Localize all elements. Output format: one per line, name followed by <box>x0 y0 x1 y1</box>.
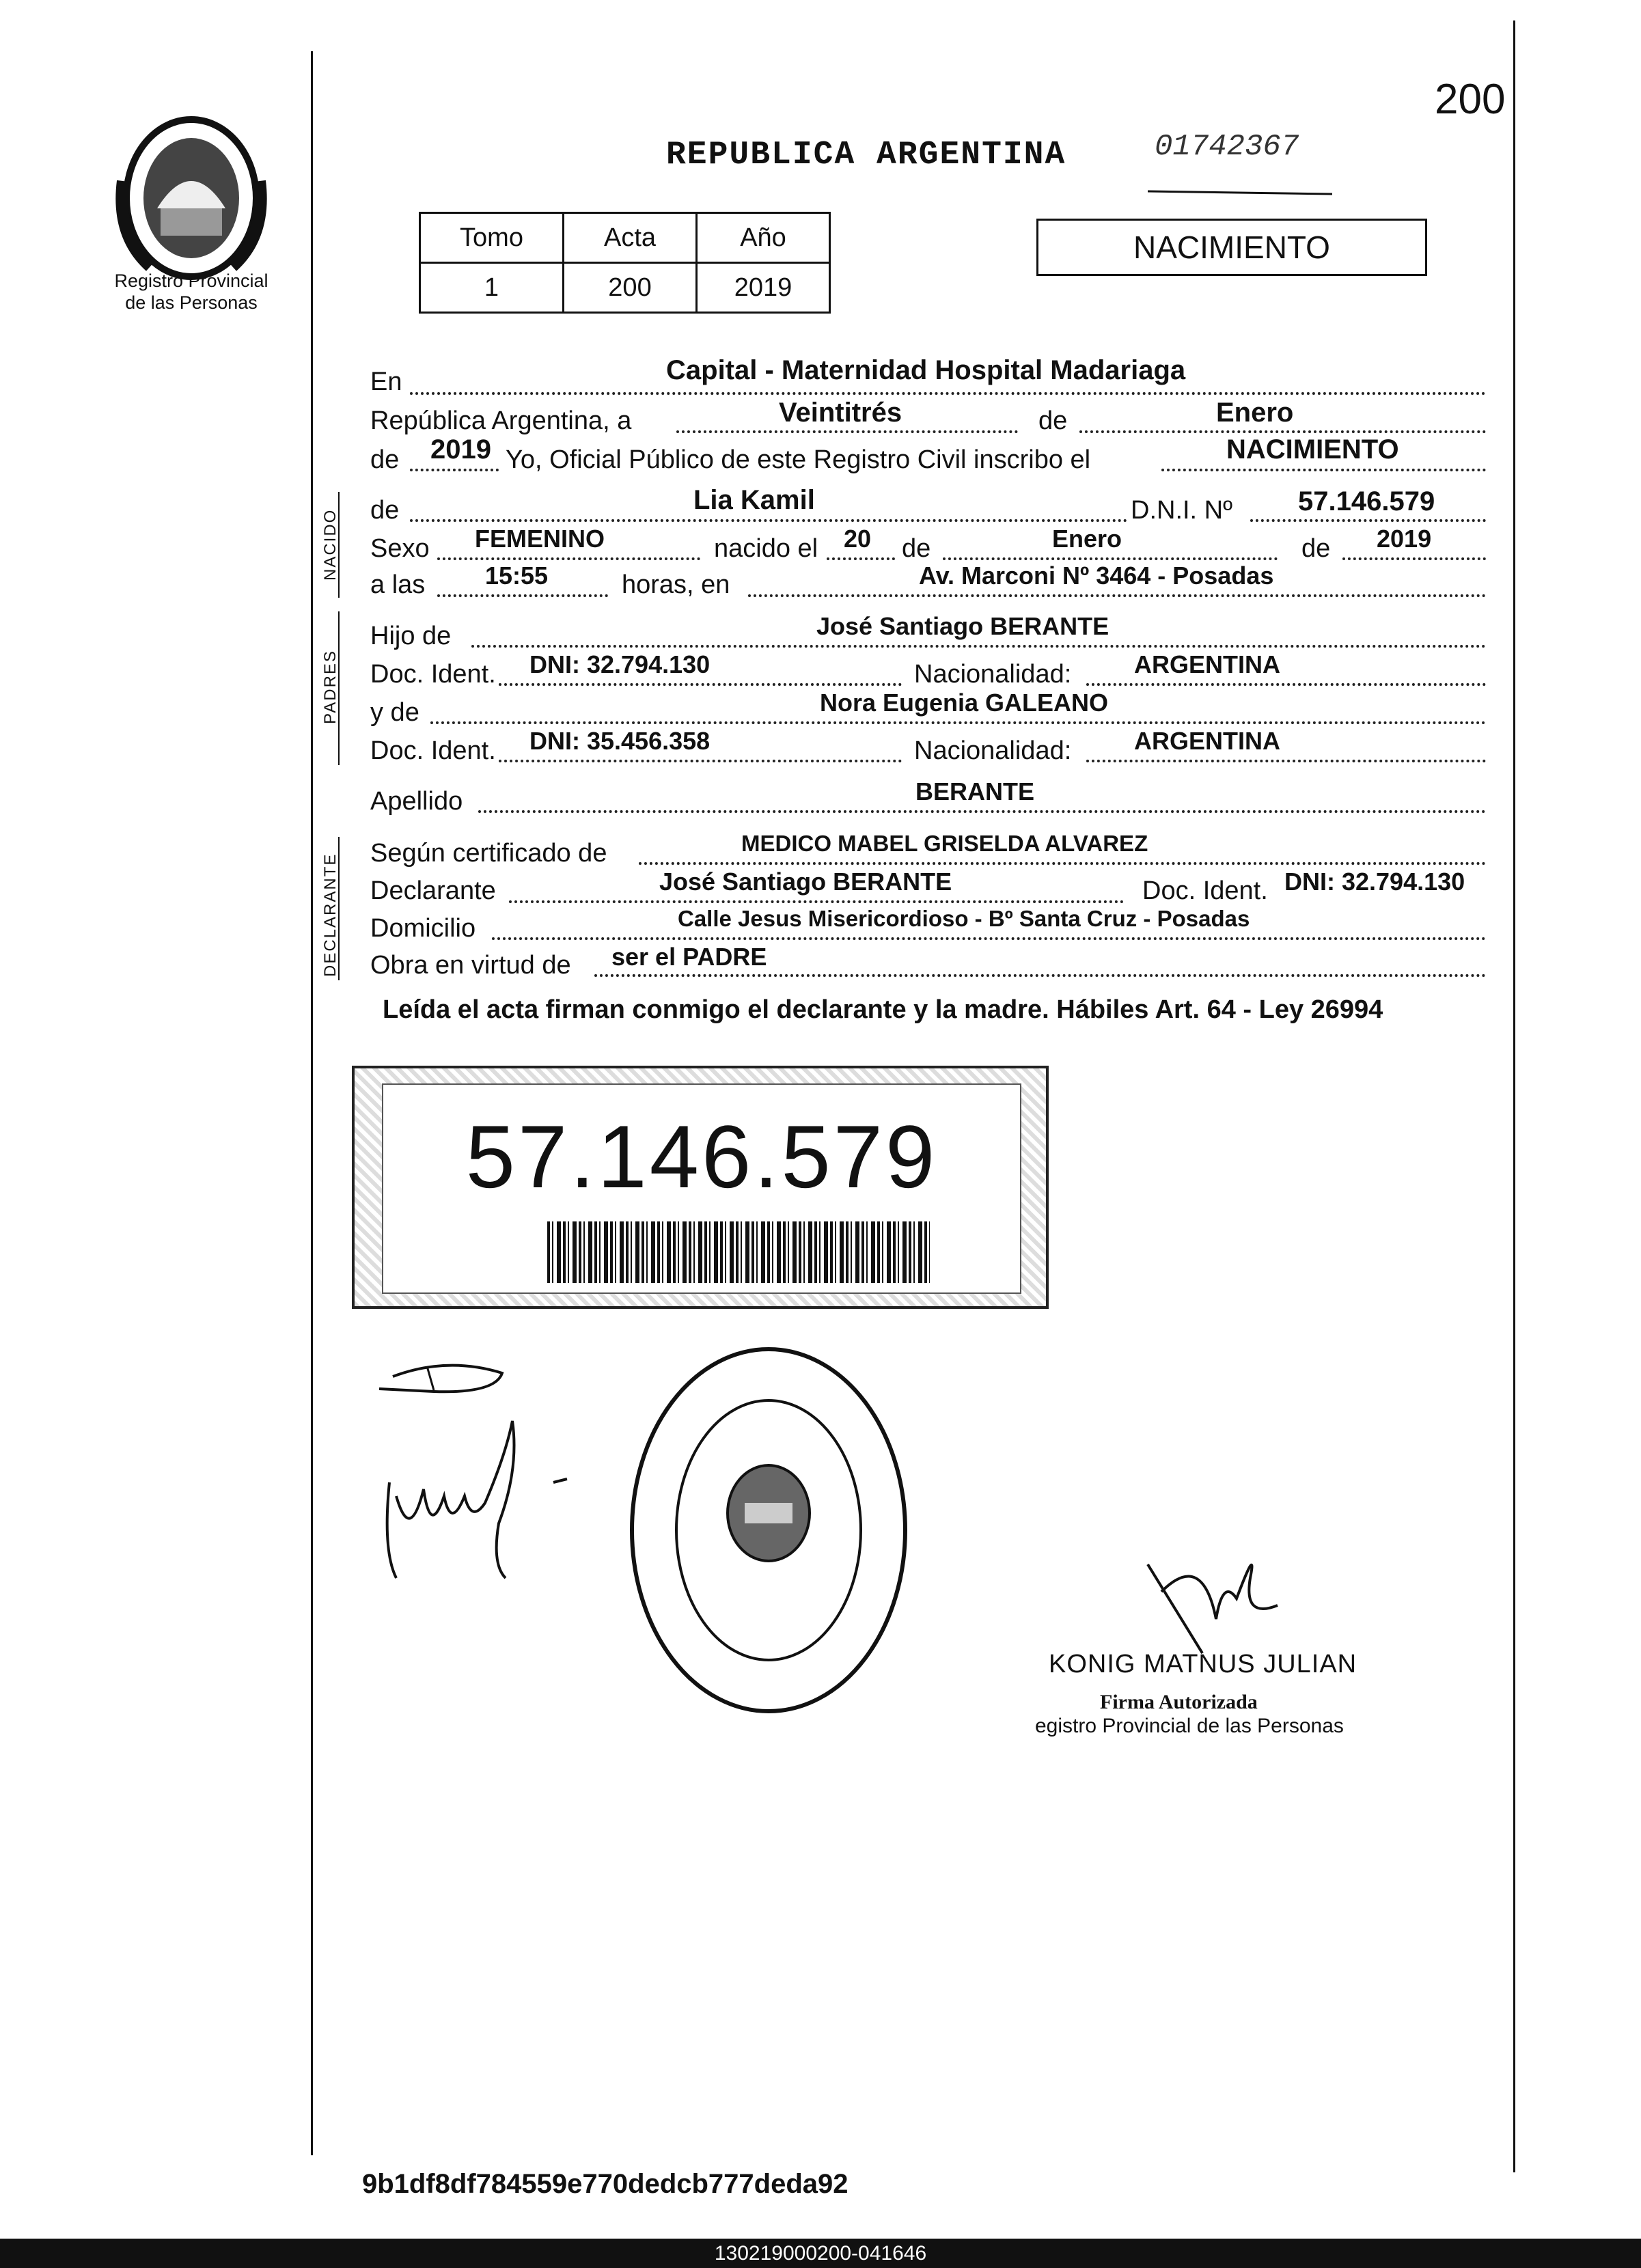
signature-declarante <box>366 1356 529 1411</box>
logo-caption-line1: Registro Provincial <box>114 271 268 291</box>
document-title: REPUBLICA ARGENTINA <box>666 137 1066 174</box>
madre-doc-dots <box>499 760 902 762</box>
madre-nac-dots <box>1086 760 1486 762</box>
nombre-label: de <box>370 496 400 525</box>
document-hash: 9b1df8df784559e770dedcb777deda92 <box>362 2169 849 2199</box>
padre-doc: DNI: 32.794.130 <box>529 650 711 678</box>
serial-underline <box>1148 184 1339 198</box>
anio-value: 2019 <box>697 263 830 313</box>
side-label-declarante: DECLARANTE <box>321 853 340 977</box>
obra-label: Obra en virtud de <box>370 951 571 980</box>
birth-de2: de <box>1301 534 1331 563</box>
signature-official <box>1120 1537 1298 1667</box>
acta-value: 200 <box>564 263 697 313</box>
madre-nac: ARGENTINA <box>1134 727 1280 755</box>
tomo-header: Tomo <box>420 213 564 263</box>
right-margin-rule <box>1513 20 1515 2172</box>
year-prefix: de <box>370 445 400 474</box>
lugar-dots <box>748 594 1486 597</box>
nacido-label: nacido el <box>714 534 818 563</box>
en-label: En <box>370 368 402 396</box>
alas-label: a las <box>370 570 426 599</box>
province-logo <box>109 113 273 284</box>
nac-label-1: Nacionalidad: <box>914 660 1072 689</box>
birth-year-dots <box>1342 557 1486 560</box>
month-value: Enero <box>1216 398 1294 428</box>
domicilio-dots <box>492 937 1486 940</box>
footnote: Leída el acta firman conmigo el declarante y la madre. Hábiles Art. 64 - Ley 26994 <box>383 995 1383 1024</box>
declarante-doc: DNI: 32.794.130 <box>1284 868 1465 896</box>
horas-label: horas, en <box>622 570 730 599</box>
certificado-dots <box>639 862 1486 865</box>
padre-dots <box>471 645 1486 648</box>
apellido-label: Apellido <box>370 787 463 816</box>
dni-card-number: 57.146.579 <box>465 1107 938 1206</box>
en-dots <box>410 392 1486 395</box>
year-dots <box>410 469 499 471</box>
birth-day: 20 <box>844 525 872 553</box>
day-dots <box>676 430 1018 433</box>
year-value: 2019 <box>430 434 491 465</box>
nac-label-2: Nacionalidad: <box>914 736 1072 765</box>
barcode <box>547 1221 930 1283</box>
side-label-padres: PADRES <box>321 650 340 724</box>
signature-madre <box>369 1414 574 1592</box>
logo-caption-line2: de las Personas <box>125 292 258 313</box>
doc-label-1: Doc. Ident. <box>370 660 496 689</box>
side-label-nacido: NACIDO <box>321 508 340 581</box>
tomo-value: 1 <box>420 263 564 313</box>
declarante-label: Declarante <box>370 876 496 905</box>
dni-dots <box>1250 519 1486 522</box>
padre-nac-dots <box>1086 683 1486 686</box>
domicilio-value: Calle Jesus Misericordioso - Bº Santa Cruz - Posadas <box>678 906 1250 931</box>
madre-doc: DNI: 35.456.358 <box>529 727 711 755</box>
declarante-doc-label: Doc. Ident. <box>1142 876 1268 905</box>
dni-card <box>352 1066 1049 1309</box>
dni-label: D.N.I. Nº <box>1131 496 1232 525</box>
declarante-value: José Santiago BERANTE <box>659 868 952 896</box>
dni-value: 57.146.579 <box>1298 486 1435 516</box>
official-org: egistro Provincial de las Personas <box>1035 1715 1344 1737</box>
inscribo-dots <box>1161 469 1486 471</box>
obra-value: ser el PADRE <box>611 943 767 971</box>
nombre-value: Lia Kamil <box>693 485 815 515</box>
dni-card-inner <box>382 1083 1021 1294</box>
anio-header: Año <box>697 213 830 263</box>
lugar-value: Av. Marconi Nº 3464 - Posadas <box>919 562 1274 590</box>
hijo-label: Hijo de <box>370 622 452 650</box>
domicilio-label: Domicilio <box>370 914 476 943</box>
apellido-value: BERANTE <box>915 777 1035 805</box>
birth-day-dots <box>827 557 895 560</box>
apellido-dots <box>478 810 1486 813</box>
doc-label-2: Doc. Ident. <box>370 736 496 765</box>
month-de-label: de <box>1038 406 1068 435</box>
birth-month: Enero <box>1052 525 1122 553</box>
declarante-dots <box>509 900 1124 903</box>
madre-dots <box>430 721 1486 724</box>
padre-doc-dots <box>499 683 902 686</box>
sexo-label: Sexo <box>370 534 430 563</box>
official-role: Firma Autorizada <box>1100 1691 1258 1713</box>
madre-value: Nora Eugenia GALEANO <box>820 689 1109 717</box>
serial-number: 01742367 <box>1155 130 1299 164</box>
certificado-label: Según certificado de <box>370 839 607 868</box>
sexo-value: FEMENINO <box>475 525 605 553</box>
left-margin-rule <box>311 51 313 2155</box>
footer-code: 130219000200-041646 <box>714 2242 927 2265</box>
hora-value: 15:55 <box>485 562 549 590</box>
oficial-text: Yo, Oficial Público de este Registro Civil inscribo el <box>506 445 1091 474</box>
padre-nac: ARGENTINA <box>1134 650 1280 678</box>
footer-bar <box>0 2239 1641 2268</box>
acta-header: Acta <box>564 213 697 263</box>
hora-dots <box>437 594 608 597</box>
nombre-dots <box>410 519 1127 522</box>
obra-dots <box>594 974 1486 977</box>
official-seal <box>625 1339 912 1721</box>
en-value: Capital - Maternidad Hospital Madariaga <box>666 355 1186 385</box>
birth-year: 2019 <box>1377 525 1432 553</box>
page-number: 200 <box>1435 76 1506 123</box>
registry-table <box>419 212 831 314</box>
certificado-value: MEDICO MABEL GRISELDA ALVAREZ <box>741 831 1148 856</box>
sexo-dots <box>437 557 700 560</box>
birth-de1: de <box>902 534 931 563</box>
official-name: KONIG MATNUS JULIAN <box>1049 1650 1357 1678</box>
month-dots <box>1079 430 1486 433</box>
republica-label: República Argentina, a <box>370 406 632 435</box>
padre-value: José Santiago BERANTE <box>816 612 1109 640</box>
yde-label: y de <box>370 698 419 727</box>
birth-month-dots <box>943 557 1278 560</box>
day-value: Veintitrés <box>779 398 902 428</box>
inscribo-value: NACIMIENTO <box>1226 434 1399 465</box>
logo-caption <box>82 270 301 314</box>
act-type-box: NACIMIENTO <box>1036 219 1427 276</box>
